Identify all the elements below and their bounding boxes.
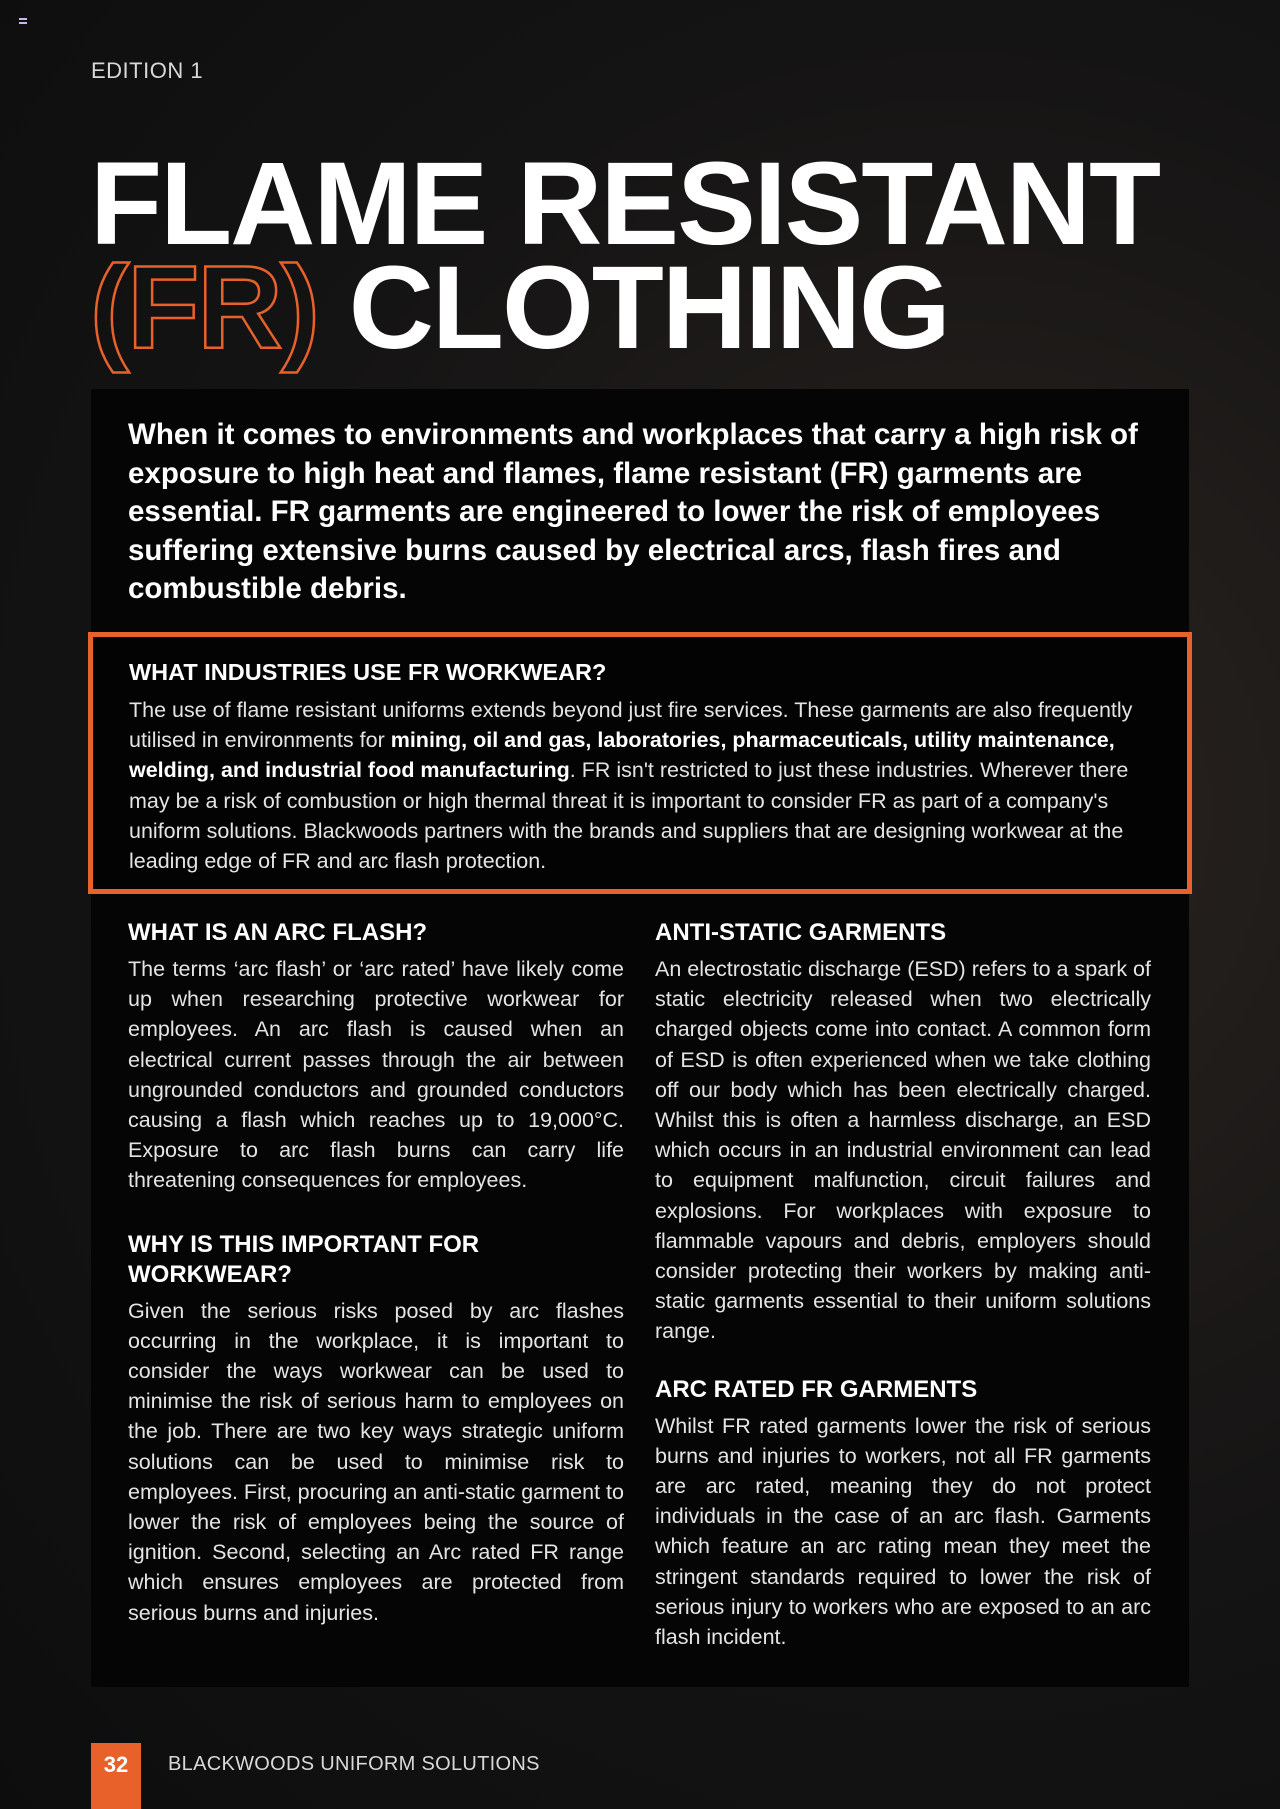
why-important-heading: WHY IS THIS IMPORTANT FOR WORKWEAR? bbox=[128, 1230, 480, 1288]
right-column bbox=[655, 918, 1151, 1652]
arc-rated-body: Whilst FR rated garments lower the risk of serious burns and injuries to workers, not all FR garments are arc rated, meaning they do not protect individuals in the case of an arc flash. Garments which feature an arc rating mean they meet the stringent standards required to lower the risk of serious injury to workers who are exposed to an arc flash incident. bbox=[655, 1413, 1151, 1650]
title-line-1: FLAME RESISTANT bbox=[90, 138, 1160, 270]
arc-flash-body: The terms ‘arc flash’ or ‘arc rated’ have likely come up when researching protective workwear for employees. An arc flash is caused when an electrical current passes through the air between ungrounded conductors and grounded conductors causing a flash which reaches up to 19,000°C. Exposure to arc flash burns can carry life threatening consequences for employees. bbox=[128, 957, 624, 1193]
anti-static-body: An electrostatic discharge (ESD) refers to a spark of static electricity released when two electrically charged objects come into contact. A common form of ESD is often experienced when we take clothing off our body which has been electrically charged. Whilst this is often a harmless discharge, an ESD which occurs in an industrial environment can lead to equipment malfunction, circuit failures and explosions. For workplaces with exposure to flammable vapours and debris, employers should consider protecting their workers by making anti-static garments essential to their uniform solutions range. bbox=[655, 957, 1151, 1344]
industries-list-bold: mining, oil and gas, laboratories, pharmaceuticals, utility maintenance, welding, and industrial food manufacturing bbox=[129, 728, 1115, 783]
intro-paragraph: When it comes to environments and workplaces that carry a high risk of exposure to high heat and flames, flame resistant (FR) garments are essential. FR garments are engineered to lower the risk of employees suffering extensive burns caused by electrical arcs, flash fires and combustible debris. bbox=[128, 418, 1138, 605]
title-clothing: CLOTHING bbox=[348, 242, 949, 374]
arc-rated-heading: ARC RATED FR GARMENTS bbox=[655, 1375, 978, 1403]
industries-text-before: The use of flame resistant uniforms extends beyond just fire services. These garments are also frequently utilised in environments for bbox=[129, 698, 1133, 753]
why-important-body: Given the serious risks posed by arc flashes occurring in the workplace, it is important to consider the ways workwear can be used to minimise the risk of serious harm to employees on the job. There are two key ways strategic uniform solutions can be used to minimise risk to employees. First, procuring an anti-static garment to lower the risk of employees being the source of ignition. Second, selecting an Arc rated FR range which ensures employees are protected from serious burns and injuries. bbox=[128, 1298, 624, 1625]
footer-publication: BLACKWOODS UNIFORM SOLUTIONS bbox=[168, 1753, 540, 1775]
industries-callout-box bbox=[88, 632, 1192, 894]
left-column bbox=[128, 918, 624, 1628]
edition-label: EDITION 1 bbox=[91, 58, 204, 83]
page-title bbox=[90, 138, 1160, 374]
industries-text-after: . FR isn't restricted to just these industries. Wherever there may be a risk of combustion or high thermal threat it is important to consider FR as part of a company's uniform solutions. Blackwoods partners with the brands and suppliers that are designing workwear at the leading edge of FR and arc flash protection. bbox=[129, 758, 1129, 874]
title-line-2 bbox=[90, 242, 1159, 374]
anti-static-heading: ANTI-STATIC GARMENTS bbox=[655, 919, 947, 946]
menu-icon[interactable] bbox=[19, 18, 27, 24]
industries-body bbox=[129, 695, 1161, 876]
industries-heading: WHAT INDUSTRIES USE FR WORKWEAR? bbox=[129, 659, 607, 685]
page-number-badge: 32 bbox=[91, 1743, 141, 1809]
arc-flash-heading: WHAT IS AN ARC FLASH? bbox=[128, 919, 428, 946]
title-fr-outline: (FR) bbox=[90, 242, 318, 374]
